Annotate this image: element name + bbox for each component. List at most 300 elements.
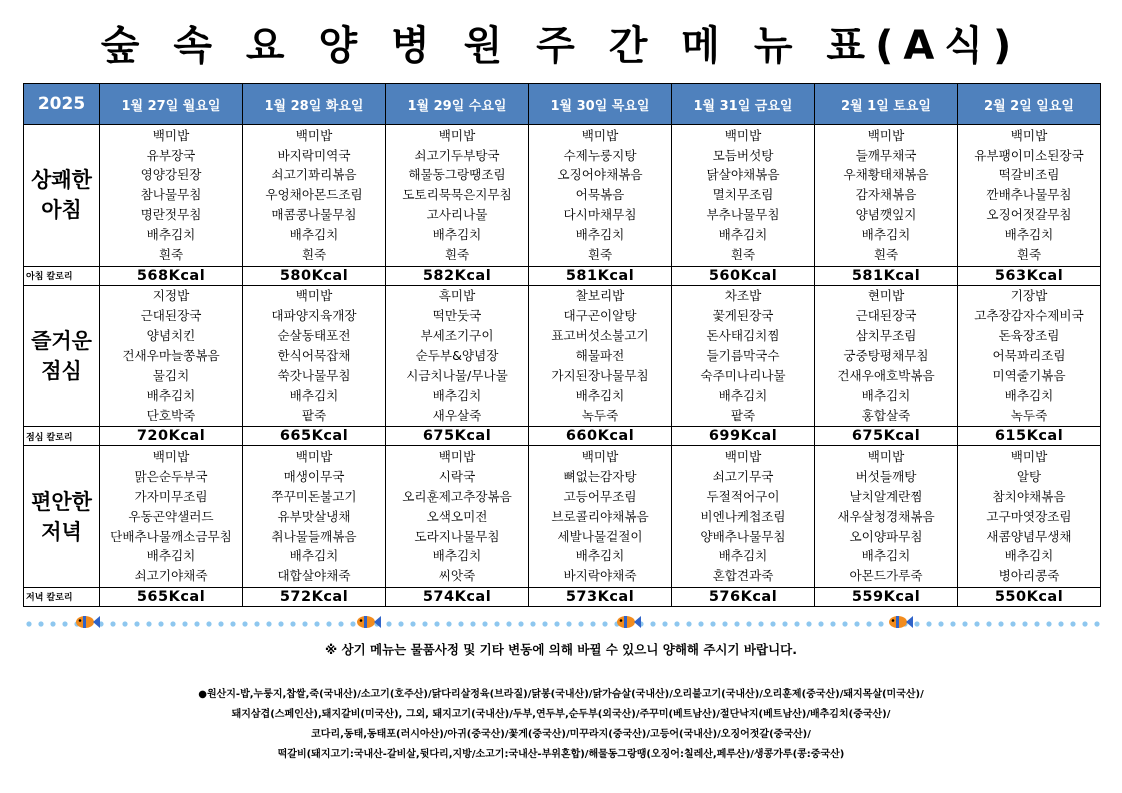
menu-item: 오색오미전 [426, 508, 488, 524]
menu-item: 차조밥 [724, 288, 762, 304]
menu-item: 부추나물무침 [706, 207, 780, 223]
menu-item: 배추김치 [289, 548, 339, 564]
bubble-icon [530, 621, 535, 626]
bubble-icon [494, 621, 499, 626]
page-title: 숲 속 요 양 병 원 주 간 메 뉴 표(A식) [100, 23, 1022, 69]
menu-item: 고추장감자수제비국 [974, 308, 1084, 324]
bubble-icon [746, 621, 751, 626]
menu-item: 순살동태포전 [277, 328, 351, 344]
menu-item: 쇠고기야채죽 [134, 568, 208, 584]
menu-item: 양념치킨 [146, 328, 196, 344]
origin-line: 떡갈비(돼지고기:국내산-갈비살,뒷다리,지방/소고기:국내산-부위혼합)/해물동그랑땡(오징어:칠레산,페루산)/생콩가루(콩:중국산) [277, 749, 845, 760]
menu-item: 흰죽 [301, 247, 327, 263]
bubble-icon [1094, 621, 1099, 626]
menu-item: 꽃게된장국 [712, 308, 774, 324]
meal-label-line: 아침 [41, 198, 82, 223]
menu-item: 단호박죽 [146, 407, 196, 423]
bubble-icon [590, 621, 595, 626]
bubble-icon [62, 621, 67, 626]
bubble-icon [650, 621, 655, 626]
bubble-icon [914, 621, 919, 626]
kcal-value: 720Kcal [100, 427, 243, 446]
menu-item: 아몬드가루죽 [849, 568, 923, 584]
kcal-value: 572Kcal [243, 587, 386, 606]
menu-item: 궁중탕평채무침 [843, 347, 929, 363]
day-header: 1월 30일 목요일 [529, 84, 672, 125]
bubble-icon [290, 621, 295, 626]
menu-item: 돈사태김치찜 [706, 328, 780, 344]
menu-item: 시락국 [438, 468, 476, 484]
menu-cell [672, 285, 815, 427]
bubble-icon [878, 621, 883, 626]
origin-line: 코다리,동태,동태포(러시아산)/아귀(중국산)/꽃게(중국산)/미꾸라지(중국산)/고등어(국내산)/오징어젓갈(중국산)/ [311, 729, 811, 740]
menu-item: 녹두죽 [1010, 407, 1048, 423]
menu-item: 두절적어구이 [706, 488, 780, 504]
menu-item: 백미밥 [295, 127, 333, 143]
menu-item: 쇠고기무국 [712, 468, 774, 484]
bubble-icon [1010, 621, 1015, 626]
menu-item: 배추김치 [575, 548, 625, 564]
menu-cell [386, 125, 529, 267]
kcal-row [24, 266, 1101, 285]
menu-item: 도토리묵묵은지무침 [402, 187, 512, 203]
menu-item: 백미밥 [152, 127, 190, 143]
menu-item: 백미밥 [867, 448, 905, 464]
bubble-icon [458, 621, 463, 626]
menu-item: 배추김치 [861, 387, 911, 403]
bubble-icon [578, 621, 583, 626]
menu-item: 취나물들깨볶음 [271, 528, 357, 544]
bubble-icon [722, 621, 727, 626]
bubble-icon [266, 621, 271, 626]
kcal-value: 573Kcal [529, 587, 672, 606]
bubble-icon [542, 621, 547, 626]
bubble-icon [1034, 621, 1039, 626]
kcal-value: 574Kcal [386, 587, 529, 606]
bubble-icon [506, 621, 511, 626]
menu-item: 배추김치 [861, 227, 911, 243]
menu-cell [672, 125, 815, 267]
menu-item: 참치야채볶음 [992, 488, 1066, 504]
fish-icon [76, 616, 100, 628]
menu-item: 뼈없는감자탕 [563, 468, 637, 484]
menu-item: 배추김치 [1004, 548, 1054, 564]
kcal-label: 저녁 칼로리 [24, 587, 100, 606]
bubble-icon [146, 621, 151, 626]
meal-row [24, 285, 1101, 427]
menu-item: 쇠고기꽈리볶음 [271, 167, 357, 183]
bubble-icon [974, 621, 979, 626]
bubble-icon [1082, 621, 1087, 626]
bubble-icon [446, 621, 451, 626]
menu-item: 해물파전 [575, 347, 625, 363]
menu-item: 흰죽 [444, 247, 470, 263]
bubble-icon [518, 621, 523, 626]
menu-item: 배추김치 [146, 548, 196, 564]
origin-line: ●원산지-밥,누룽지,찹쌀,죽(국내산)/소고기(호주산)/닭다리살정육(브라질)/닭봉(국내산)/닭가슴살(국내산)/오리불고기(국내산)/오리훈제(중국산)/돼지목살(미국산)/ [198, 689, 924, 700]
menu-item: 들깨무채국 [855, 147, 917, 163]
menu-item: 가자미무조림 [134, 488, 208, 504]
header-row [24, 84, 1101, 125]
menu-item: 팥죽 [301, 407, 327, 423]
menu-cell [386, 285, 529, 427]
kcal-value: 665Kcal [243, 427, 386, 446]
bubble-icon [662, 621, 667, 626]
menu-item: 흰죽 [158, 247, 184, 263]
menu-item: 어묵꽈리조림 [992, 347, 1066, 363]
menu-item: 매생이무국 [283, 468, 345, 484]
bubble-icon [854, 621, 859, 626]
kcal-value: 576Kcal [672, 587, 815, 606]
menu-item: 백미밥 [438, 448, 476, 464]
menu-item: 찰보리밥 [575, 288, 625, 304]
menu-item: 어묵볶음 [575, 187, 625, 203]
menu-item: 근대된장국 [855, 308, 917, 324]
menu-cell [243, 125, 386, 267]
menu-item: 새우살죽 [432, 407, 482, 423]
menu-item: 백미밥 [581, 448, 619, 464]
bubble-icon [566, 621, 571, 626]
menu-item: 팥죽 [730, 407, 756, 423]
menu-item: 날치알계란찜 [849, 488, 923, 504]
day-header: 1월 29일 수요일 [386, 84, 529, 125]
year-header: 2025 [24, 84, 100, 125]
menu-item: 유부맛살냉채 [277, 508, 351, 524]
bubble-icon [962, 621, 967, 626]
menu-item: 우채황태채볶음 [843, 167, 929, 183]
meal-row [24, 125, 1101, 267]
menu-item: 바지락야채죽 [563, 568, 637, 584]
menu-item: 배추김치 [1004, 387, 1054, 403]
menu-item: 미역줄기볶음 [992, 367, 1066, 383]
bubble-icon [1022, 621, 1027, 626]
menu-item: 배추김치 [432, 227, 482, 243]
bubble-icon [842, 621, 847, 626]
menu-item: 배추김치 [289, 227, 339, 243]
menu-item: 고등어무조림 [563, 488, 637, 504]
menu-item: 해물동그랑땡조림 [408, 167, 506, 183]
kcal-value: 615Kcal [958, 427, 1101, 446]
menu-item: 바지락미역국 [277, 147, 351, 163]
menu-cell [958, 285, 1101, 427]
menu-cell [386, 446, 529, 588]
bubble-icon [134, 621, 139, 626]
menu-item: 한식어묵잡채 [277, 347, 351, 363]
menu-item: 흑미밥 [438, 288, 476, 304]
bubble-icon [26, 621, 31, 626]
bubble-icon [302, 621, 307, 626]
menu-item: 삼치무조림 [855, 328, 917, 344]
menu-item: 유부팽이미소된장국 [974, 147, 1084, 163]
menu-item: 오징어야채볶음 [557, 167, 643, 183]
kcal-value: 660Kcal [529, 427, 672, 446]
bubble-icon [698, 621, 703, 626]
day-header: 1월 31일 금요일 [672, 84, 815, 125]
menu-item: 닭살야채볶음 [706, 167, 780, 183]
menu-item: 부세조기구이 [420, 328, 494, 344]
bubble-icon [386, 621, 391, 626]
menu-item: 대구곤이알탕 [563, 308, 637, 324]
kcal-value: 699Kcal [672, 427, 815, 446]
menu-item: 새콤양념무생채 [986, 528, 1072, 544]
menu-item: 백미밥 [1010, 448, 1048, 464]
menu-item: 물김치 [152, 367, 190, 383]
kcal-value: 580Kcal [243, 266, 386, 285]
menu-item: 녹두죽 [581, 407, 619, 423]
menu-item: 씨앗죽 [438, 568, 476, 584]
menu-item: 오리훈제고추장볶음 [402, 488, 512, 504]
meal-label-line: 편안한 [31, 489, 92, 514]
menu-item: 대합살야채죽 [277, 568, 351, 584]
bubble-icon [434, 621, 439, 626]
menu-item: 양념깻잎지 [855, 207, 917, 223]
menu-item: 배추김치 [146, 387, 196, 403]
menu-cell [100, 446, 243, 588]
bubble-icon [194, 621, 199, 626]
menu-item: 백미밥 [152, 448, 190, 464]
menu-cell [100, 125, 243, 267]
bubble-icon [278, 621, 283, 626]
menu-item: 배추김치 [718, 227, 768, 243]
kcal-label: 아침 칼로리 [24, 266, 100, 285]
bubble-icon [218, 621, 223, 626]
menu-item: 매콤콩나물무침 [271, 207, 357, 223]
menu-item: 백미밥 [438, 127, 476, 143]
kcal-value: 563Kcal [958, 266, 1101, 285]
kcal-value: 582Kcal [386, 266, 529, 285]
kcal-row [24, 587, 1101, 606]
menu-item: 배추김치 [1004, 227, 1054, 243]
bubble-icon [170, 621, 175, 626]
kcal-value: 560Kcal [672, 266, 815, 285]
menu-item: 근대된장국 [140, 308, 202, 324]
menu-item: 들기름막국수 [706, 347, 780, 363]
origin-info [20, 685, 1102, 765]
menu-item: 백미밥 [581, 127, 619, 143]
menu-item: 흰죽 [587, 247, 613, 263]
meal-label [24, 125, 100, 267]
menu-item: 백미밥 [1010, 127, 1048, 143]
bubble-icon [254, 621, 259, 626]
meal-row [24, 446, 1101, 588]
menu-item: 참나물무침 [140, 187, 202, 203]
bubble-icon [350, 621, 355, 626]
menu-cell [529, 446, 672, 588]
bubble-icon [122, 621, 127, 626]
kcal-value: 581Kcal [815, 266, 958, 285]
bubble-icon [758, 621, 763, 626]
menu-item: 감자채볶음 [855, 187, 917, 203]
menu-item: 병아리콩죽 [998, 568, 1060, 584]
bubble-icon [926, 621, 931, 626]
menu-item: 오징어젓갈무침 [986, 207, 1072, 223]
menu-item: 지정밥 [152, 288, 190, 304]
menu-item: 배추김치 [575, 227, 625, 243]
menu-item: 흰죽 [1016, 247, 1042, 263]
fish-icon [889, 616, 913, 628]
menu-item: 백미밥 [295, 448, 333, 464]
menu-cell [529, 285, 672, 427]
menu-item: 버섯들깨탕 [855, 468, 917, 484]
meal-label [24, 285, 100, 427]
kcal-value: 675Kcal [815, 427, 958, 446]
menu-item: 영양강된장 [140, 167, 202, 183]
menu-item: 알탕 [1016, 468, 1042, 484]
notice-text: ※ 상기 메뉴는 물품사정 및 기타 변동에 의해 바뀔 수 있으니 양해해 주시기 바랍니다. [325, 642, 797, 657]
menu-item: 배추김치 [718, 548, 768, 564]
menu-item: 홍합살죽 [861, 407, 911, 423]
menu-item: 현미밥 [867, 288, 905, 304]
menu-item: 백미밥 [724, 127, 762, 143]
bubble-icon [818, 621, 823, 626]
menu-cell [815, 125, 958, 267]
menu-item: 대파양지육개장 [271, 308, 357, 324]
kcal-value: 581Kcal [529, 266, 672, 285]
bubble-icon [482, 621, 487, 626]
bubble-icon [794, 621, 799, 626]
bubble-icon [674, 621, 679, 626]
menu-item: 브로콜리야채볶음 [551, 508, 649, 524]
menu-item: 떡만둣국 [432, 308, 482, 324]
menu-item: 맑은순두부국 [134, 468, 208, 484]
bubble-icon [806, 621, 811, 626]
bubble-icon [110, 621, 115, 626]
bubble-icon [986, 621, 991, 626]
bubble-icon [686, 621, 691, 626]
kcal-value: 565Kcal [100, 587, 243, 606]
menu-item: 쇠고기두부탕국 [414, 147, 500, 163]
menu-item: 기장밥 [1010, 288, 1048, 304]
menu-item: 단배추나물깨소금무침 [110, 528, 232, 544]
bubble-icon [326, 621, 331, 626]
menu-cell [243, 285, 386, 427]
bubble-icon [50, 621, 55, 626]
bubble-icon [998, 621, 1003, 626]
bubble-icon [782, 621, 787, 626]
menu-item: 양배추나물무침 [700, 528, 786, 544]
menu-item: 유부장국 [146, 147, 196, 163]
menu-item: 흰죽 [873, 247, 899, 263]
bubble-icon [1046, 621, 1051, 626]
bubble-icon [422, 621, 427, 626]
menu-item: 흰죽 [730, 247, 756, 263]
bubble-icon [38, 621, 43, 626]
bubble-icon [338, 621, 343, 626]
fish-icon [617, 616, 641, 628]
menu-item: 배추김치 [146, 227, 196, 243]
menu-item: 멸치무조림 [712, 187, 774, 203]
meal-label-line: 상쾌한 [31, 168, 92, 193]
kcal-value: 550Kcal [958, 587, 1101, 606]
menu-item: 백미밥 [724, 448, 762, 464]
bubble-icon [230, 621, 235, 626]
menu-item: 배추김치 [432, 387, 482, 403]
bubble-icon [410, 621, 415, 626]
bubble-icon [470, 621, 475, 626]
menu-item: 혼합견과죽 [712, 568, 774, 584]
bubble-icon [710, 621, 715, 626]
bubble-icon [938, 621, 943, 626]
meal-label-line: 점심 [41, 358, 82, 383]
menu-item: 건새우애호박볶음 [837, 367, 935, 383]
bubble-icon [1058, 621, 1063, 626]
menu-item: 백미밥 [295, 288, 333, 304]
kcal-value: 568Kcal [100, 266, 243, 285]
bubble-icon [734, 621, 739, 626]
bubble-icon [206, 621, 211, 626]
kcal-value: 559Kcal [815, 587, 958, 606]
menu-item: 수제누룽지탕 [563, 147, 637, 163]
menu-item: 쑥갓나물무침 [277, 367, 351, 383]
menu-cell [100, 285, 243, 427]
bubble-icon [314, 621, 319, 626]
bubble-icon [554, 621, 559, 626]
menu-item: 우엉채아몬드조림 [265, 187, 363, 203]
meal-label-line: 저녁 [41, 519, 82, 544]
menu-item: 다시마채무침 [563, 207, 637, 223]
menu-cell [243, 446, 386, 588]
menu-item: 배추김치 [718, 387, 768, 403]
menu-item: 떡갈비조림 [998, 167, 1060, 183]
bubble-icon [398, 621, 403, 626]
bubble-icon [830, 621, 835, 626]
menu-item: 오이양파무침 [849, 528, 923, 544]
bubble-icon [158, 621, 163, 626]
menu-item: 깐배추나물무침 [986, 187, 1072, 203]
menu-item: 쭈꾸미돈불고기 [271, 488, 357, 504]
menu-item: 고사리나물 [426, 207, 488, 223]
menu-item: 표고버섯소불고기 [551, 328, 649, 344]
kcal-label: 점심 칼로리 [24, 427, 100, 446]
meal-label [24, 446, 100, 588]
day-header: 1월 27일 월요일 [100, 84, 243, 125]
menu-item: 모듬버섯탕 [712, 147, 774, 163]
menu-item: 우동곤약샐러드 [128, 508, 214, 524]
menu-cell [529, 125, 672, 267]
menu-cell [672, 446, 815, 588]
menu-item: 시금치나물/무나물 [406, 367, 508, 383]
menu-item: 가지된장나물무침 [551, 367, 649, 383]
bubble-icon [770, 621, 775, 626]
menu-item: 배추김치 [432, 548, 482, 564]
menu-item: 백미밥 [867, 127, 905, 143]
bubble-icon [602, 621, 607, 626]
day-header: 2월 1일 토요일 [815, 84, 958, 125]
menu-item: 배추김치 [575, 387, 625, 403]
menu-cell [958, 125, 1101, 267]
menu-item: 배추김치 [861, 548, 911, 564]
bubble-icon [182, 621, 187, 626]
menu-cell [815, 285, 958, 427]
menu-item: 돈육장조림 [998, 328, 1060, 344]
bubble-icon [950, 621, 955, 626]
menu-cell [958, 446, 1101, 588]
menu-item: 건새우마늘쫑볶음 [122, 347, 220, 363]
menu-cell [815, 446, 958, 588]
kcal-value: 675Kcal [386, 427, 529, 446]
menu-item: 비엔나케첩조림 [700, 508, 786, 524]
menu-item: 순두부&양념장 [415, 347, 499, 363]
bubble-icon [242, 621, 247, 626]
fish-bubble-divider [23, 612, 1101, 632]
origin-line: 돼지삼겹(스페인산),돼지갈비(미국산), 그외, 돼지고기(국내산)/두부,연두부,순두부(외국산)/주꾸미(베트남산)/절단낙지(베트남산)/배추김치(중국산)/ [231, 709, 891, 720]
menu-item: 도라지나물무침 [414, 528, 500, 544]
kcal-row [24, 427, 1101, 446]
menu-item: 새우살청경채볶음 [837, 508, 935, 524]
menu-item: 명란젓무침 [140, 207, 202, 223]
bubble-icon [1070, 621, 1075, 626]
day-header: 1월 28일 화요일 [243, 84, 386, 125]
